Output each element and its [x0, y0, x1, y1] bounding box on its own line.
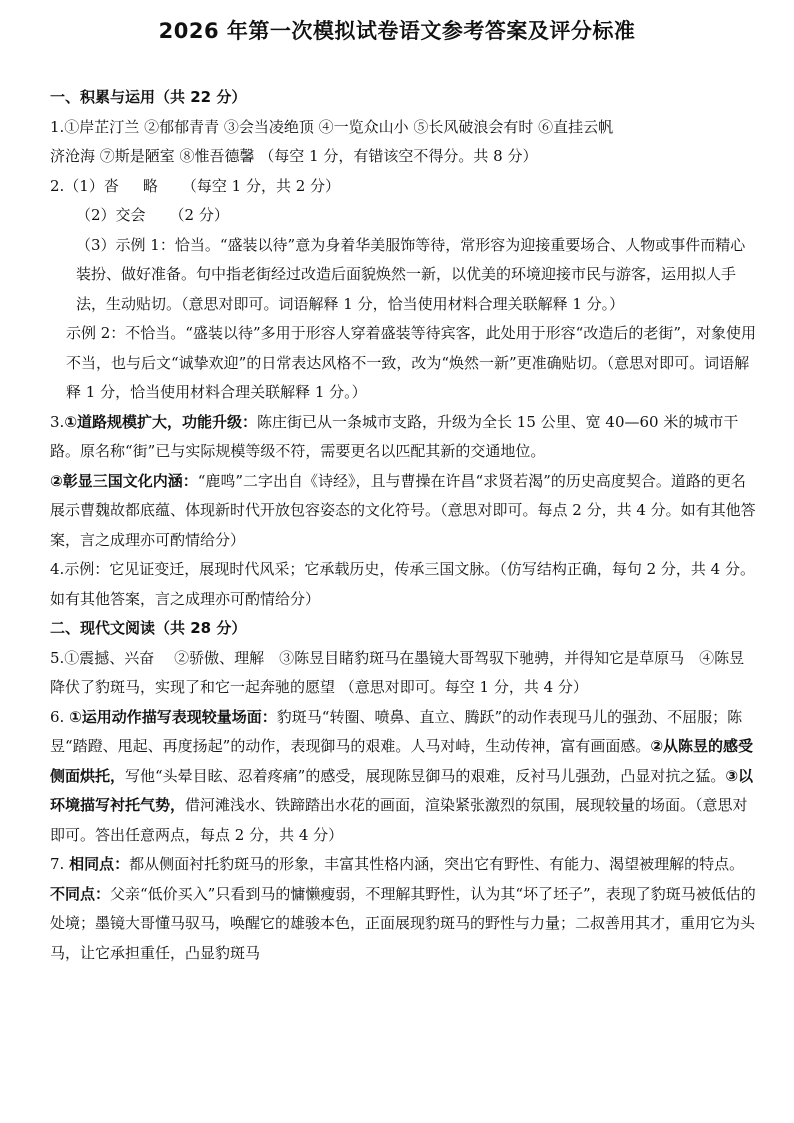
q2-part-1: [50, 172, 756, 202]
q2-part-1-score: （每空 1 分，共 2 分）: [181, 176, 341, 195]
q6-point-3-heading: ③以环境描写衬托气势，: [50, 766, 754, 814]
q7-answer: [50, 850, 756, 968]
q2-part-3-example-2: 示例 2：不恰当。“盛装以待”多用于形容人穿着盛装等待宾客，此处用于形容“改造后的老街”，对象使用不当，也与后文“诚挚欢迎”的日常表达风格不一致，改为“焕然一新”更准确贴切。（意思对即可。词语解释 1 分，恰当使用材料合理关联解释 1 分。）: [66, 324, 756, 401]
q1-answer-line-1: 1.①岸芷汀兰 ②郁郁青青 ③会当凌绝顶 ④一览众山小 ⑤长风破浪会有时 ⑥直挂云帆: [50, 117, 614, 136]
q3-number: 3.: [50, 412, 65, 431]
q2-part-1-answer: 2.（1）沓: [50, 176, 119, 195]
q7-number: 7.: [50, 855, 70, 873]
q5-answer: 5.①震撼、兴奋 ②骄傲、理解 ③陈昱目睹豹斑马在墨镜大哥驾驭下驰骋，并得知它是草原马 ④陈昱降伏了豹斑马，实现了和它一起奔驰的愿望 （意思对即可。每空 1 分，共 4 分）: [50, 648, 745, 696]
q3-point-1-text: 陈庄街已从一条城市支路，升级为全长 15 公里、宽 40—60 米的城市干路。原名称“街”已与实际规模等级不符，需要更名以匹配其新的交通地位。: [50, 412, 739, 460]
section-heading-2: 二、现代文阅读（共 28 分）: [50, 619, 247, 637]
answer-content: [50, 83, 756, 968]
q6-point-1-text: 豹斑马“转圈、喷鼻、直立、腾跃”的动作表现马儿的强劲、不屈服；陈昱“踏蹬、甩起、再度扬起”的动作，表现御马的艰难。人马对峙，生动传神，富有画面感。: [50, 707, 743, 755]
q7-similarity-heading: 相同点：: [69, 855, 130, 873]
q6-point-3-text: 借河滩浅水、铁蹄踏出水花的画面，渲染紧张激烈的氛围，展现较量的场面。（意思对即可。答出任意两点，每点 2 分，共 4 分）: [50, 796, 748, 844]
q2-part-3-example-1: （3）示例 1：恰当。“盛装以待”意为身着华美服饰等待，常形容为迎接重要场合、人物或事件而精心装扮、做好准备。句中指老街经过改造后面貌焕然一新，以优美的环境迎接市民与游客，运用拟人手法，生动贴切。（意思对即可。词语解释 1 分，恰当使用材料合理关联解释 1 分。）: [76, 235, 746, 313]
q2-part-2-score: （2 分）: [169, 206, 229, 224]
q2-part-1-answer-b: 略: [142, 176, 158, 195]
section-heading-1: 一、积累与运用（共 22 分）: [50, 88, 247, 106]
q3-point-2-heading: ②彰显三国文化内涵：: [50, 471, 198, 490]
q2-part-2-answer: （2）交会: [76, 206, 146, 224]
q6-number: 6.: [50, 707, 70, 726]
q2-part-2: [50, 201, 756, 231]
q7-difference-text: 父亲“低价买入”只看到马的慵懒瘦弱，不理解其野性，认为其“坏了坯子”，表现了豹斑马被低估的处境；墨镜大哥懂马驭马，唤醒它的雄骏本色，正面展现豹斑马的野性与力量；二叔善用其才，重用它为头马，让它承担重任，凸显豹斑马: [50, 884, 756, 962]
q3-answer: [50, 408, 756, 556]
q6-point-1-heading: ①运用动作描写表现较量场面：: [69, 707, 277, 726]
page-title: 2026 年第一次模拟试卷语文参考答案及评分标准: [158, 19, 636, 43]
q3-point-1-heading: ①道路规模扩大，功能升级：: [64, 412, 258, 431]
q4-answer: 4.示例：它见证变迁，展现时代风采；它承载历史，传承三国文脉。（仿写结构正确，每句 2 分，共 4 分。如有其他答案，言之成理亦可酌情给分）: [50, 560, 755, 608]
q6-point-2-heading: ②从陈昱的感受侧面烘托，: [50, 737, 754, 785]
q7-similarity-text: 都从侧面衬托豹斑马的形象，丰富其性格内涵，突出它有野性、有能力、渴望被理解的特点。: [129, 855, 745, 873]
q6-point-2-text: 写他“头晕目眩、忍着疼痛”的感受，展现陈昱御马的艰难，反衬马儿强劲，凸显对抗之猛。: [125, 766, 726, 785]
q3-point-2-text: “鹿鸣”二字出自《诗经》，且与曹操在许昌“求贤若渴”的历史高度契合。道路的更名展示曹魏故都底蕴、体现新时代开放包容姿态的文化符号。（意思对即可。每点 2 分，共 4 分。如有其他答案，言之成理亦可酌情给分）: [50, 471, 756, 549]
q6-answer: [50, 703, 756, 851]
q1-answer-line-2: 济沧海 ⑦斯是陋室 ⑧惟吾德馨 （每空 1 分，有错该空不得分。共 8 分）: [50, 147, 538, 165]
q7-difference-heading: 不同点：: [50, 884, 111, 903]
